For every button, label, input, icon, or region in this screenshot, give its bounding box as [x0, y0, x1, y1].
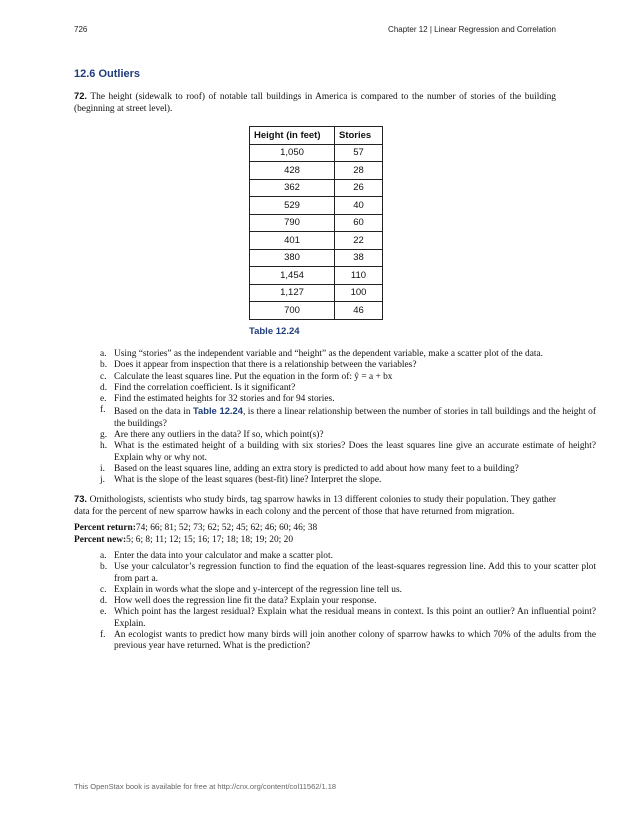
- item-marker: d.: [100, 596, 108, 607]
- item-marker: j.: [100, 475, 105, 486]
- stories-cell: 38: [335, 249, 383, 267]
- height-cell: 529: [250, 197, 335, 215]
- list-item: [100, 394, 596, 405]
- height-cell: 380: [250, 249, 335, 267]
- item-marker: d.: [100, 382, 108, 393]
- page-number: 726: [74, 25, 88, 34]
- table-reference-link[interactable]: Table 12.24: [192, 405, 243, 417]
- stories-cell: 57: [335, 144, 383, 162]
- column-header-height: Height (in feet): [250, 127, 335, 145]
- question-73-number: 73.: [74, 493, 88, 504]
- question-73-intro: [74, 493, 556, 518]
- percent-new-line: [74, 534, 556, 546]
- table-header-row: [250, 127, 383, 145]
- height-cell: 1,127: [250, 284, 335, 302]
- list-item: [100, 463, 596, 475]
- item-text: What is the estimated height of a building with six stories? Does the least squares line give an accurate estimate of height? Explain why or why not.: [114, 441, 596, 463]
- item-text: Are there any outliers in the data? If so, which point(s)?: [114, 430, 324, 441]
- table-row: [250, 162, 383, 180]
- list-item: [100, 371, 596, 383]
- item-text: How well does the regression line fit the data? Explain your response.: [114, 596, 377, 607]
- stories-cell: 40: [335, 197, 383, 215]
- table-row: [250, 302, 383, 320]
- item-marker: i.: [100, 463, 105, 474]
- height-cell: 428: [250, 162, 335, 180]
- stories-cell: 60: [335, 214, 383, 232]
- item-text: Use your calculator’s regression function to find the equation of the least-squares regression line. Add this to your scatter plot from part a.: [114, 562, 596, 584]
- item-text: Explain in words what the slope and y-intercept of the regression line tell us.: [114, 584, 402, 595]
- list-item: [100, 562, 596, 585]
- column-header-stories: Stories: [335, 127, 383, 145]
- item-marker: e.: [100, 394, 107, 405]
- item-text: Find the correlation coefficient. Is it significant?: [114, 382, 296, 393]
- list-item: [100, 551, 596, 562]
- height-cell: 1,454: [250, 267, 335, 285]
- question-72-number: 72.: [74, 90, 88, 101]
- item-marker: c.: [100, 584, 107, 595]
- height-cell: 700: [250, 302, 335, 320]
- list-item: [100, 405, 596, 430]
- question-72-parts: [74, 349, 596, 487]
- item-text: What is the slope of the least squares (best-fit) line? Interpret the slope.: [114, 475, 382, 486]
- item-text-post: , is there a linear relationship between the number of stories in tall buildings and the height of the buildings?: [114, 407, 596, 429]
- table-row: [250, 232, 383, 250]
- chapter-header: Chapter 12 | Linear Regression and Correlation: [388, 25, 556, 34]
- table-caption: Table 12.24: [249, 326, 300, 337]
- table-row: [250, 197, 383, 215]
- stories-cell: 28: [335, 162, 383, 180]
- table-row: [250, 267, 383, 285]
- stories-cell: 100: [335, 284, 383, 302]
- percent-return-values: 74; 66; 81; 52; 73; 62; 52; 45; 62; 46; 60; 46; 38: [135, 523, 318, 533]
- item-marker: e.: [100, 607, 107, 618]
- height-cell: 1,050: [250, 144, 335, 162]
- question-73-text: Ornithologists, scientists who study birds, tag sparrow hawks in 13 different colonies to study their population. They gather data for the percent of new sparrow hawks in each colony and the percent of those that have returned from migration.: [74, 495, 557, 517]
- percent-return-line: [74, 522, 556, 534]
- item-marker: f.: [100, 630, 106, 641]
- height-cell: 790: [250, 214, 335, 232]
- percent-new-values: 5; 6; 8; 11; 12; 15; 16; 17; 18; 18; 19; 20; 20: [126, 535, 294, 545]
- list-item: [100, 475, 596, 486]
- item-marker: f.: [100, 405, 106, 416]
- table-row: [250, 249, 383, 267]
- section-title: 12.6 Outliers: [74, 68, 141, 80]
- item-text: An ecologist wants to predict how many birds will join another colony of sparrow hawks to which 70% of the adults from the previous year have returned. What is the prediction?: [114, 630, 596, 652]
- stories-cell: 22: [335, 232, 383, 250]
- question-72-intro: [74, 90, 556, 115]
- percent-return-label: Percent return:: [74, 523, 136, 533]
- percent-new-label: Percent new:: [74, 535, 127, 545]
- item-marker: c.: [100, 371, 107, 382]
- list-item: [100, 441, 596, 464]
- height-cell: 362: [250, 179, 335, 197]
- item-text: Calculate the least squares line. Put the equation in the form of: ŷ = a + bx: [114, 371, 393, 382]
- item-marker: a.: [100, 349, 107, 359]
- table-row: [250, 179, 383, 197]
- list-item: [100, 360, 596, 371]
- stories-cell: 26: [335, 179, 383, 197]
- item-marker: b.: [100, 360, 108, 371]
- footer-note: This OpenStax book is available for free at http://cnx.org/content/col11562/1.18: [74, 782, 337, 791]
- item-text: Which point has the largest residual? Explain what the residual means in context. Is this point an outlier? An influential point? Explain.: [114, 607, 596, 629]
- list-item: [100, 596, 596, 607]
- buildings-table: [249, 126, 383, 320]
- stories-cell: 110: [335, 267, 383, 285]
- item-text: Based on the least squares line, adding an extra story is predicted to add about how many feet to a building?: [114, 463, 519, 474]
- item-marker: b.: [100, 562, 108, 573]
- list-item: [100, 630, 596, 653]
- item-text: Enter the data into your calculator and make a scatter plot.: [114, 551, 333, 561]
- height-cell: 401: [250, 232, 335, 250]
- list-item: [100, 607, 596, 630]
- stories-cell: 46: [335, 302, 383, 320]
- list-item: [100, 349, 596, 360]
- item-marker: g.: [100, 430, 108, 441]
- list-item: [100, 382, 596, 394]
- table-row: [250, 284, 383, 302]
- table-row: [250, 214, 383, 232]
- list-item: [100, 584, 596, 596]
- list-item: [100, 430, 596, 441]
- item-text: Using “stories” as the independent variable and “height” as the dependent variable, make a scatter plot of the data.: [114, 349, 543, 359]
- table-row: [250, 144, 383, 162]
- item-text: Find the estimated heights for 32 stories and for 94 stories.: [114, 394, 335, 405]
- item-marker: h.: [100, 441, 108, 452]
- item-text: Does it appear from inspection that there is a relationship between the variables?: [114, 360, 417, 371]
- item-marker: a.: [100, 551, 107, 561]
- question-73-parts: [74, 551, 596, 653]
- item-text-pre: Based on the data in: [114, 407, 193, 418]
- question-72-text: The height (sidewalk to roof) of notable tall buildings in America is compared to the number of stories of the building (beginning at street level).: [74, 92, 556, 114]
